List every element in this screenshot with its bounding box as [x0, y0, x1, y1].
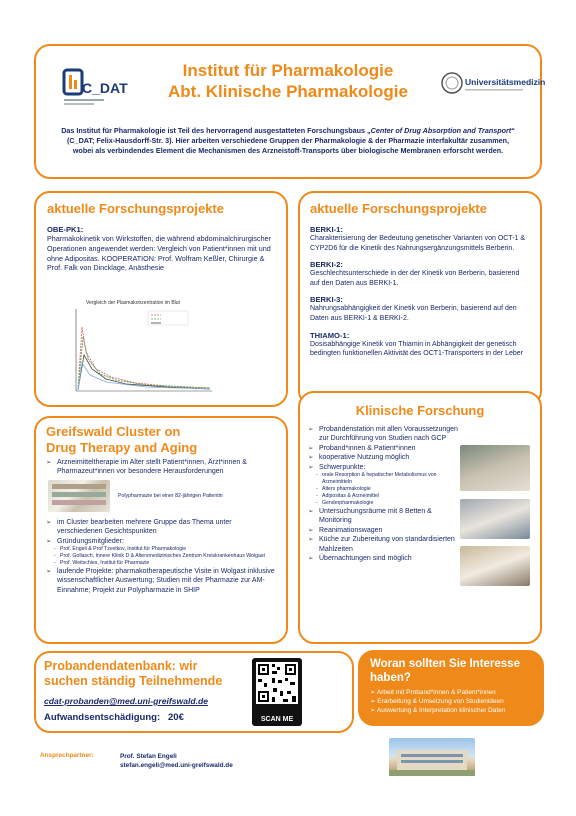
scan-me-label: SCAN ME — [260, 716, 294, 723]
clinical-item-2: ➢ Proband*innen & Patient*innen — [308, 444, 466, 453]
polypharmacy-photo — [48, 480, 110, 512]
projects-left-title: aktuelle Forschungsprojekte — [47, 201, 224, 216]
interest-item-2-text: Erarbeitung & Umsetzung von Studienideen — [377, 698, 504, 705]
intro-italic: Center of Drug Absorption and Transport — [370, 126, 512, 135]
obe-pk1-heading: OBE-PK1: — [47, 225, 84, 234]
interest-item-1-text: Arbeit mit Proband*innen & Patient*innen — [376, 689, 496, 696]
cluster-title-line-2: Drug Therapy and Aging — [46, 440, 198, 455]
proband-title — [44, 659, 222, 689]
cluster-box — [34, 416, 288, 644]
focus-4: - Genderpharmakologie — [316, 500, 466, 507]
cdat-logo-text: C_DAT — [82, 80, 128, 96]
contact-email[interactable]: stefan.engeli@med.uni-greifswald.de — [120, 762, 233, 769]
station-photo-3 — [460, 546, 530, 586]
interest-title-line-1: Woran sollten Sie Interesse — [370, 658, 520, 670]
interest-item-3: ➢ Auswertung & Interpretation klinischer Daten — [370, 707, 506, 714]
clinical-item-4: ➢ Schwerpunkte: — [308, 463, 466, 472]
clinical-item-3: ➢ kooperative Nutzung möglich — [308, 453, 466, 462]
qr-pattern — [252, 658, 302, 714]
cluster-item-1: ➢ Arzneimitteltherapie im Alter stellt Patient*innen, Ärzt*innen & Pharmazeut*innen vor besondere Herausforderungen — [46, 458, 276, 477]
station-photo-1 — [460, 445, 530, 491]
clinical-item-5: ➢ Untersuchungsräume mit 8 Betten & Monitoring — [308, 507, 466, 526]
obe-pk1-text: Pharmakokinetik von Wirkstoffen, die während abdominalchirurgischer Operationen angewendet werden: Vergleich von Patient*innen mit und ohne Adipositas. KOOPERATION: Prof. Wolfram Keßler, Chirurgie & Prof. Falk von Dincklage, Anästhesie — [47, 234, 271, 273]
intro-text — [58, 126, 518, 156]
proband-email-link[interactable]: cdat-probanden@med.uni-greifswald.de — [44, 696, 209, 706]
projects-right-title: aktuelle Forschungsprojekte — [310, 201, 487, 216]
cluster-item-4: ➢ laufende Projekte: pharmakotherapeutische Visite in Wolgast inklusive wissenschaftlicher Auswertung; Studien mit der Pharmazie zur AM-Einnahme; Projekt zur Polypharmazie in SHIP — [46, 567, 276, 595]
clinical-research-box — [298, 391, 542, 644]
cluster-title-line-1: Greifswald Cluster on — [46, 424, 181, 439]
thiamo1-heading: THIAMO-1: — [310, 330, 350, 340]
proband-title-line-1: Probandendatenbank: wir — [44, 659, 198, 673]
station-photo-2 — [460, 499, 530, 539]
interest-item-2: ➢ Erarbeitung & Umsetzung von Studienideen — [370, 698, 504, 705]
member-1: - Prof. Engeli & Prof Tzvetkov, Institut für Pharmakologie — [54, 546, 276, 553]
berki1-text: Charakterisierung der Bedeutung genetischer Varianten von OCT-1 & CYP2D6 für die Kinetik des Nahrungsergänzungsmittels Berberin. — [310, 235, 526, 252]
university-logo-text: Universitätsmedizin — [465, 77, 546, 87]
clinical-item-1: ➢ Probandenstation mit allen Voraussetzungen zur Durchführung von Studien nach GCP — [308, 425, 466, 444]
cluster-item-3: ➢ Gründungsmitglieder: — [46, 537, 276, 546]
interest-item-3-text: Auswertung & Interpretation klinischer Daten — [376, 707, 506, 714]
proband-title-line-2: suchen ständig Teilnehmende — [44, 674, 223, 688]
member-2: - Prof. Gollasch, Innere Klinik D & Altersmedizinisches Zentrum Kreiskrankenhaus Wolgast — [54, 553, 276, 560]
clinical-item-8: ➢ Übernachtungen sind möglich — [308, 554, 466, 563]
projects-right-box — [298, 191, 542, 407]
title-line-1: Institut für Pharmakologie — [182, 61, 394, 80]
interest-box — [358, 650, 544, 726]
focus-3: - Adipositas & Arzneimittel — [316, 493, 466, 500]
thiamo1-text: Dosisabhängige Kinetik von Thiamin in Abhängigkeit der genetisch bedingten funktionellen Aktivität des OCT1-Transporters in der Leber — [310, 340, 523, 358]
focus-1: - orale Resorption & hepatischer Metabolismus von Arzneimitteln — [316, 472, 466, 486]
interest-title-line-2: haben? — [370, 672, 411, 684]
clinical-item-7: ➢ Küche zur Zubereitung von standardisierten Mahlzeiten — [308, 535, 466, 554]
projects-left-box — [34, 191, 288, 407]
cluster-item-2: ➢ im Cluster bearbeiten mehrere Gruppe das Thema unter verschiedenen Gesichtspunkten — [46, 518, 276, 537]
intro-part-2: “ (C_DAT; Felix-Hausdorff-Str. 3). Hier arbeiten verschiedene Gruppen der Pharmakologie & der Pharmazie interfakultär zusammen, wobei als verbindendes Element die Mechanismen des Arzneistoff-Transports über biologische Membranen erforscht werden. — [66, 126, 515, 155]
payment-text: Aufwandsentschädigung: 20€ — [44, 712, 184, 723]
building-photo — [389, 738, 475, 776]
interest-title — [370, 657, 520, 685]
plasma-chart — [66, 297, 216, 401]
clinical-research-title: Klinische Forschung — [355, 403, 485, 418]
chart-title: Vergleich der Plasmakonzentration im Blut — [86, 300, 180, 306]
contact-label: Ansprechpartner: — [40, 752, 94, 759]
polypharmacy-caption: Polypharmazie bei einer 82-jährigen Patientin — [118, 492, 223, 499]
berki3-heading: BERKI-3: — [310, 295, 343, 305]
clinical-item-6: ➢ Reanimationswagen — [308, 526, 466, 535]
cluster-title — [46, 424, 197, 456]
title-line-2: Abt. Klinische Pharmakologie — [168, 82, 408, 101]
berki3-text: Nahrungsabhängigkeit der Kinetik von Berberin, basierend auf den Daten aus BERKI-1 & BERKI-2. — [310, 305, 517, 322]
qr-code[interactable] — [252, 658, 302, 726]
berki2-heading: BERKI-2: — [310, 260, 343, 270]
interest-item-1: ➢ Arbeit mit Proband*innen & Patient*innen — [370, 689, 496, 696]
berki2-text: Geschlechtsunterschiede in der der Kinetik von Berberin, basierend auf den Daten aus BERKI-1. — [310, 270, 520, 287]
proband-database-box — [34, 651, 354, 733]
focus-2: - Alters pharmakologie — [316, 486, 466, 493]
member-3: - Prof. Weitschies, Institut für Pharmazie — [54, 560, 276, 567]
contact-info — [120, 752, 233, 770]
berki1-heading: BERKI-1: — [310, 225, 343, 234]
university-logo — [440, 68, 546, 98]
header-box — [34, 44, 546, 179]
intro-part-1: Das Institut für Pharmakologie ist Teil des hervorragend ausgestatteten Forschungsbaus „ — [61, 126, 371, 135]
contact-name: Prof. Stefan Engeli — [120, 753, 177, 760]
